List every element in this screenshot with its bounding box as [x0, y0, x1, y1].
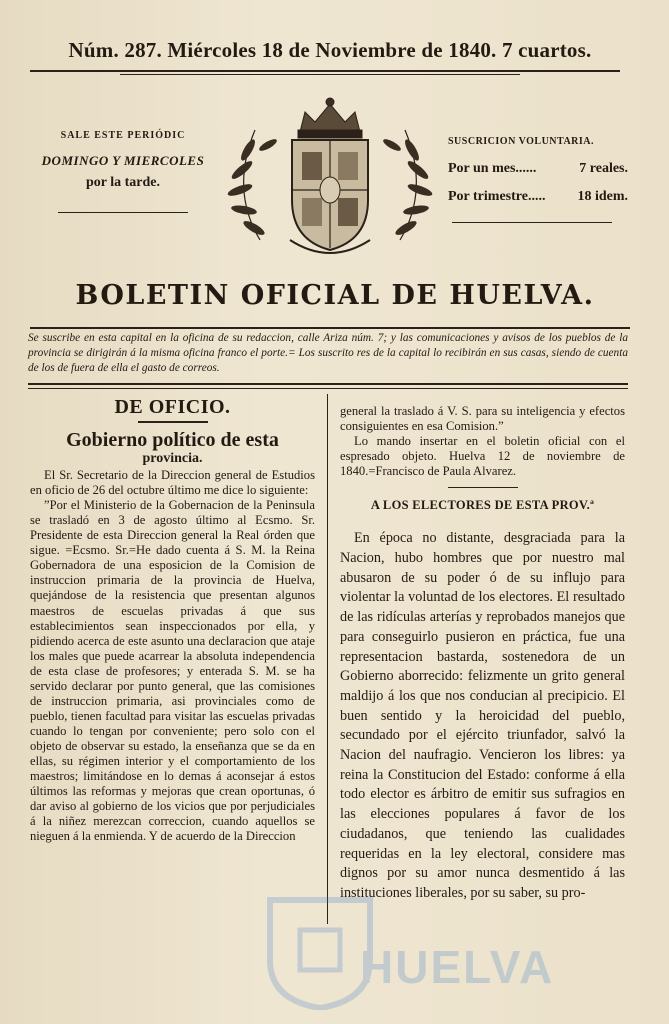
article-paragraph: general la traslado á V. S. para su inteligencia y efectos consiguientes en esa Comision.” [340, 404, 625, 434]
article-paragraph: ”Por el Ministerio de la Gobernacion de la Peninsula se trasladó en 3 de agosto último al Ecsmo. Sr. Presidente de esta Direccion general la Real órden que sigue. =Ecsmo. Sr.=He dado cuenta á S. M. la Reina Gobernadora de una esposicion de la Comision de instruccion primaria de la provincia de Huelva, quejándose de la resistencia que presentan algunos maestros de escuelas privadas á que sus establecimientos sean inspeccionados por ella, y pidiendo acerca de este asunto una declaracion que ataje los males que puede acarrear la absoluta independencia de esta clase de profesores; y enterada S. M. se ha servido declarar por punto general, que las comisiones de instruccion primaria, asi provinciales como de pueblo, tienen facultad para visitar las escuelas privadas cuando lo tengan por conveniente; pero solo con el objeto de observar su estado, la enseñanza que se da en ellas, su régimen interior y el comportamiento de los maestros; limitándose en lo demas á aconsejar á estos últimos las reformas y mejoras que crean oportunas, ó dar aviso al gobierno de los vicios que por perjudiciales á la niñez merezcan correccion, cuando aquellos se nieguen á la enmienda. Y de acuerdo de la Direccion [30, 498, 315, 844]
column-left [30, 396, 315, 844]
issue-number: Núm. 287. [68, 38, 162, 62]
article-heading: Gobierno político de esta [66, 429, 279, 452]
schedule-days: DOMINGO Y MIERCOLES [41, 153, 205, 168]
quarterly-label: Por trimestre..... [448, 189, 546, 204]
quarterly-value: 18 idem. [577, 189, 628, 204]
watermark-text: HUELVA [360, 941, 555, 993]
issue-date: Miércoles 18 de Noviembre de 1840. [167, 38, 497, 62]
left-header-rule [58, 212, 188, 213]
schedule-line-1: SALE ESTE PERIÓDIC [60, 130, 186, 141]
newspaper-title: BOLETIN OFICIAL DE HUELVA. [75, 280, 595, 311]
archive-watermark [260, 820, 640, 1020]
article-paragraph: El Sr. Secretario de la Direccion general de Estudios en oficio de 26 del octubre último me dice lo siguiente: [30, 468, 315, 498]
masthead [30, 38, 630, 63]
quarterly-price-row [448, 189, 628, 205]
article-paragraph: En época no distante, desgraciada para la Nacion, hubo hombres que por nuestro mal abusaron de su poder ó de su influjo para violentar la voluntad de los electores. El resultado de las ridículas arterías y reprobados manejos que para conseguirlo pusieron en práctica, fue una representacion bastarda, sostenedora de un Gobierno aborrecido: felizmente un grito general maldijo á los que nos conducian al precipicio. El buen sentido y la heroicidad del pueblo, secundado por el ejército triunfador, salvó la Nacion del naufragio. Vencieron los libres: ya reina la Constitucion del Estado: conforme á ella todo elector es árbitro de emitir sus sufragios en las elecciones populares á favor de los ciudadanos, que teniendo las cualidades requeridas en la ley electoral, considere mas dignos por su amor nunca desmentido á las instituciones liberales, por su saber, su pro- [340, 530, 625, 901]
subscription-notice: Se suscribe en esta capital en la oficina de su redaccion, calle Ariza núm. 7; y las comunicaciones y avisos de los pueblos de la provincia se dirigirán á la misma oficina franco el porte.= Los suscrito res de la capital lo recibirán en sus casas, siendo de cuenta de los de fuera de ella el gasto de correos. [28, 332, 628, 374]
subscription-title: SUSCRICION VOLUNTARIA. [448, 136, 595, 147]
notice-rule-bottom [28, 388, 628, 389]
issue-price: 7 cuartos. [501, 38, 592, 62]
monthly-price-row [448, 161, 628, 177]
masthead-rule [30, 70, 620, 72]
electors-heading: A LOS ELECTORES DE ESTA PROV.ª [370, 498, 595, 513]
royal-crest-icon [220, 90, 440, 270]
title-rule [30, 327, 630, 329]
article-subheading: provincia. [142, 451, 203, 467]
subscription-box [448, 136, 628, 205]
right-header-rule [452, 222, 612, 223]
publication-schedule [28, 130, 218, 191]
notice-rule-top [28, 383, 628, 385]
section-heading: DE OFICIO. [114, 396, 231, 418]
masthead-underline [120, 74, 520, 75]
article-paragraph: Lo mando insertar en el boletin oficial con el espresado objeto. Huelva 12 de noviembre de 1840.=Francisco de Paula Alvarez. [340, 434, 625, 479]
section-divider [138, 421, 208, 423]
monthly-label: Por un mes...... [448, 161, 537, 176]
schedule-time: por la tarde. [85, 175, 160, 190]
article-divider [448, 487, 518, 488]
monthly-value: 7 reales. [579, 161, 628, 176]
